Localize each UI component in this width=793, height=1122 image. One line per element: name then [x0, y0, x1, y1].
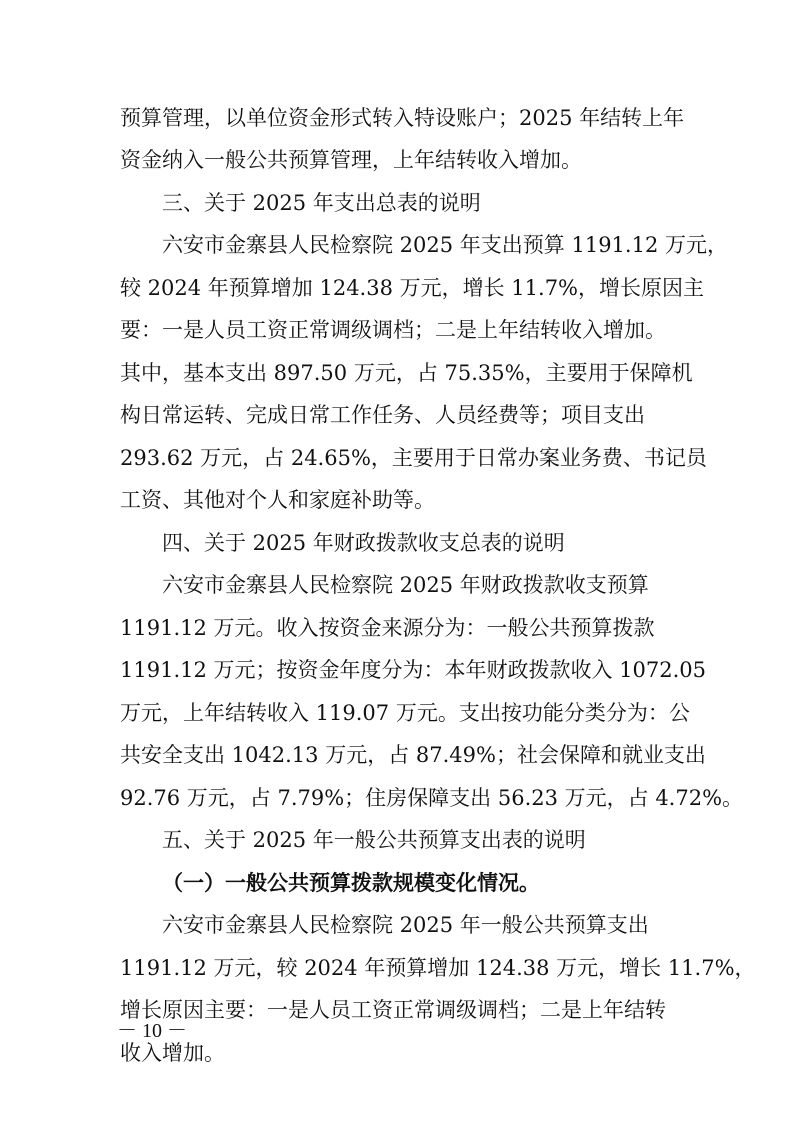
section-heading-3: 三、关于 2025 年支出总表的说明 [162, 191, 481, 215]
paragraph-line: 构日常运转、完成日常工作任务、人员经费等；项目支出 [120, 403, 645, 427]
paragraph-line: 其中，基本支出 897.50 万元，占 75.35%，主要用于保障机 [120, 361, 693, 385]
page-number: － 10 － [117, 1020, 187, 1042]
section-heading-5: 五、关于 2025 年一般公共预算支出表的说明 [162, 828, 586, 852]
paragraph-line: 1191.12 万元；按资金年度分为：本年财政拨款收入 1072.05 [120, 658, 707, 682]
paragraph-line: 六安市金寨县人民检察院 2025 年支出预算 1191.12 万元， [162, 233, 728, 257]
paragraph-line: 万元，上年结转收入 119.07 万元。支出按功能分类分为：公 [120, 701, 690, 725]
paragraph-line: 工资、其他对个人和家庭补助等。 [120, 488, 435, 512]
paragraph-line: 1191.12 万元。收入按资金来源分为：一般公共预算拨款 [120, 616, 655, 640]
paragraph-line: 预算管理，以单位资金形式转入特设账户；2025 年结转上年 [120, 106, 685, 130]
subsection-heading: （一）一般公共预算拨款规模变化情况。 [162, 870, 540, 895]
paragraph-line: 92.76 万元，占 7.79%；住房保障支出 56.23 万元，占 4.72%。 [120, 786, 744, 810]
paragraph-line: 共安全支出 1042.13 万元，占 87.49%；社会保障和就业支出 [120, 743, 706, 767]
paragraph-line: 较 2024 年预算增加 124.38 万元，增长 11.7%，增长原因主 [120, 276, 705, 300]
paragraph-line: 要：一是人员工资正常调级调档；二是上年结转收入增加。 [120, 318, 666, 342]
paragraph-line: 六安市金寨县人民检察院 2025 年一般公共预算支出 [162, 913, 649, 937]
paragraph-line: 六安市金寨县人民检察院 2025 年财政拨款收支预算 [162, 573, 649, 597]
paragraph-line: 资金纳入一般公共预算管理，上年结转收入增加。 [120, 148, 582, 172]
paragraph-line: 增长原因主要：一是人员工资正常调级调档；二是上年结转 [120, 998, 666, 1022]
paragraph-line: 1191.12 万元，较 2024 年预算增加 124.38 万元，增长 11.7%， [120, 956, 756, 980]
paragraph-line: 293.62 万元，占 24.65%，主要用于日常办案业务费、书记员 [120, 446, 707, 470]
section-heading-4: 四、关于 2025 年财政拨款收支总表的说明 [162, 531, 565, 555]
paragraph-line: 收入增加。 [120, 1041, 225, 1065]
